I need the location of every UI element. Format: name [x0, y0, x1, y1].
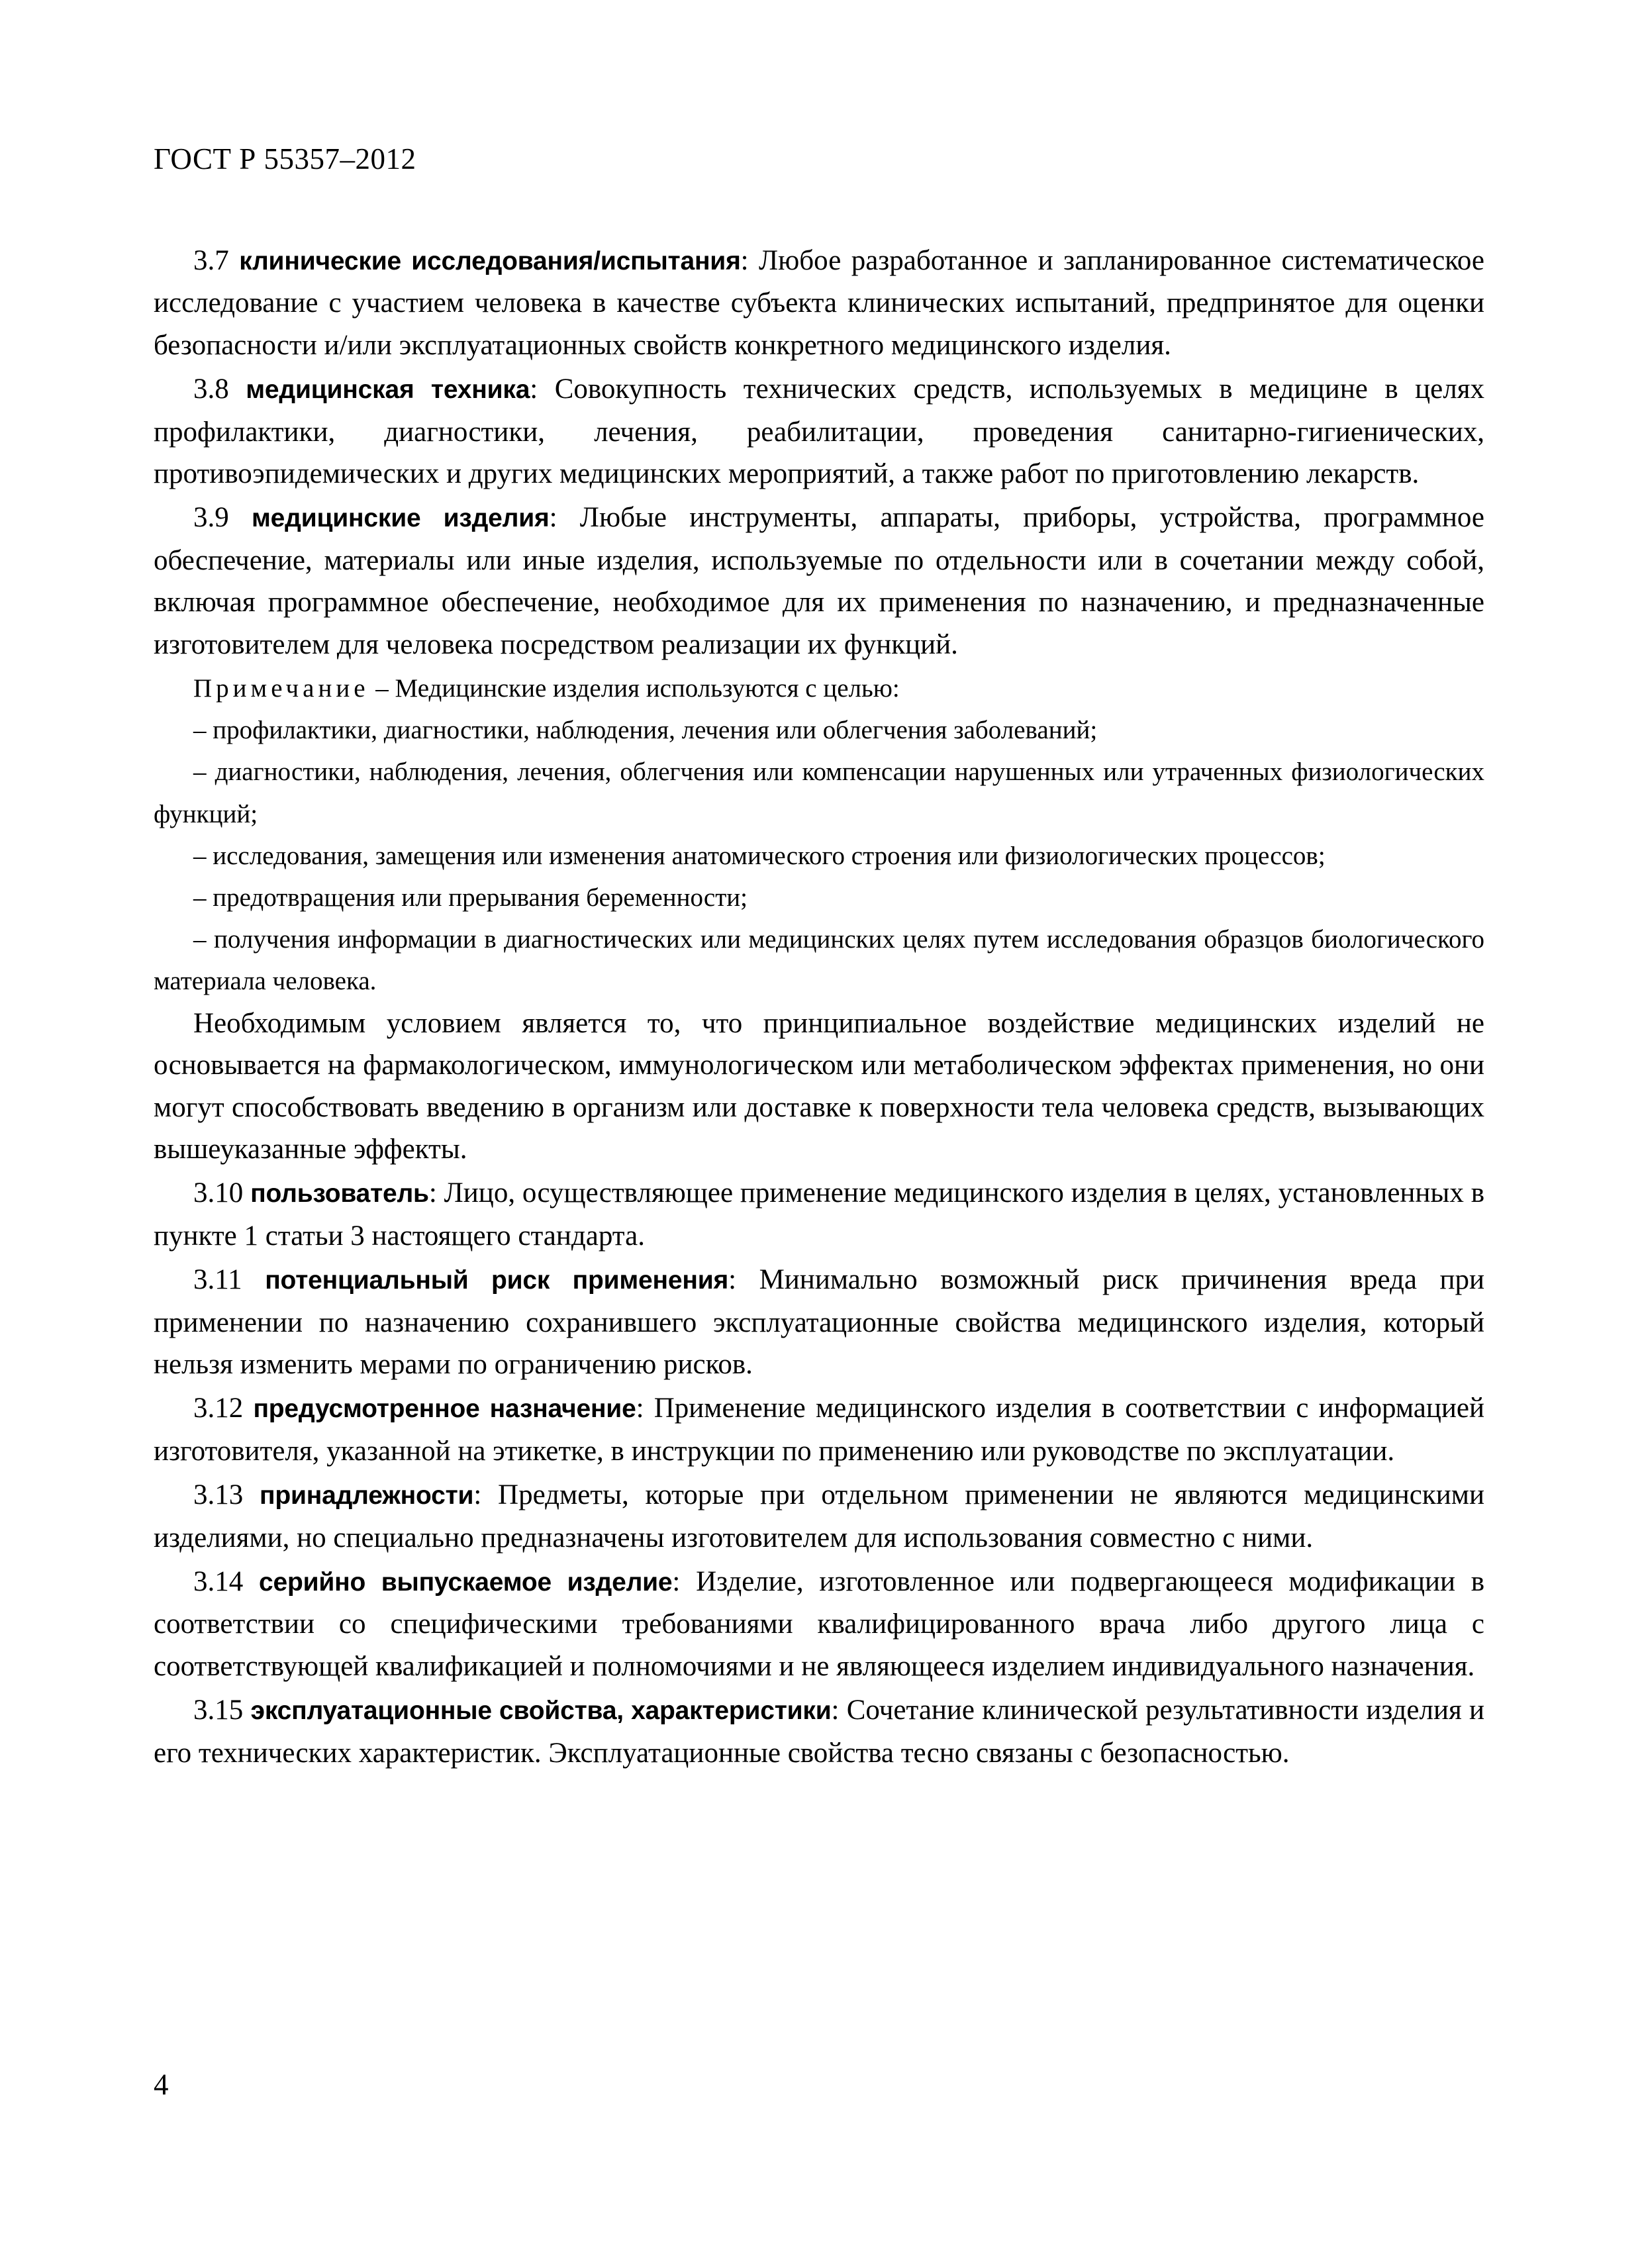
note-intro: – Медицинские изделия используются с целью:: [369, 674, 900, 703]
section-text: : Совокупность технических средств, используемых в медицине в целях профилактики, диагностики, лечения, реабилитации, проведения санитарно-гигиенических, противоэпидемических и других медицинских мероприятий, а также работ по приготовлению лекарств.: [154, 373, 1484, 490]
section-term: медицинская техника: [246, 375, 530, 405]
section-number: 3.10: [193, 1177, 244, 1209]
section-text: : Сочетание клинической результативности изделия и его технических характеристик. Эксплуатационные свойства тесно связаны с безопасностью.: [154, 1695, 1484, 1769]
section-3-7: [154, 240, 1484, 366]
section-term: медицинские изделия: [252, 504, 550, 533]
standard-header: ГОСТ Р 55357–2012: [154, 142, 416, 175]
note-item: – диагностики, наблюдения, лечения, облегчения или компенсации нарушенных или утраченных физиологических функций;: [154, 758, 1484, 828]
section-term: серийно выпускаемое изделие: [258, 1567, 673, 1597]
section-term: принадлежности: [260, 1481, 474, 1510]
section-3-13: [154, 1474, 1484, 1559]
note-item: – получения информации в диагностических или медицинских целях путем исследования образцов биологического материала человека.: [154, 925, 1484, 996]
section-term: пользователь: [250, 1179, 429, 1208]
section-3-14: [154, 1561, 1484, 1687]
section-3-8: [154, 368, 1484, 495]
condition-paragraph: Необходимым условием является то, что принципиальное воздействие медицинских изделий не основывается на фармакологическом, иммунологическом или метаболическом эффектах применения, но они могут способствовать введению в организм или доставке к поверхности тела человека средств, вызывающих вышеуказанные эффекты.: [154, 1007, 1484, 1165]
section-number: 3.11: [193, 1264, 242, 1296]
section-term: потенциальный риск применения: [265, 1266, 729, 1295]
section-3-11: [154, 1259, 1484, 1385]
section-number: 3.8: [193, 373, 229, 405]
section-number: 3.9: [193, 502, 229, 534]
section-text: : Любое разработанное и запланированное систематическое исследование с участием человека в качестве субъекта клинических испытаний, предпринятое для оценки безопасности и/или эксплуатационных свойств конкретного медицинского изделия.: [154, 245, 1484, 361]
section-term: клинические исследования/испытания: [239, 247, 741, 275]
section-text: : Любые инструменты, аппараты, приборы, устройства, программное обеспечение, материалы или иные изделия, используемые по отдельности или в сочетании между собой, включая программное обеспечение, необходимое для их применения по назначению, и предназначенные изготовителем для человека посредством реализации их функций.: [154, 502, 1485, 660]
page-number: 4: [154, 2068, 169, 2101]
section-number: 3.12: [193, 1393, 244, 1424]
section-number: 3.13: [193, 1479, 244, 1511]
section-text: : Предметы, которые при отдельном применении не являются медицинскими изделиями, но специально предназначены изготовителем для использования совместно с ними.: [154, 1479, 1484, 1553]
section-3-15: [154, 1689, 1484, 1774]
section-text: : Применение медицинского изделия в соответствии с информацией изготовителя, указанной на этикетке, в инструкции по применению или руководстве по эксплуатации.: [154, 1393, 1484, 1467]
section-number: 3.7: [193, 245, 229, 276]
note-block: [154, 667, 1484, 1003]
section-text: : Изделие, изготовленное или подвергающееся модификации в соответствии со специфическими требованиями квалифицированного врача либо другого лица с соответствующей квалификацией и полномочиями и не являющееся изделием индивидуального назначения.: [154, 1565, 1485, 1682]
note-item: – профилактики, диагностики, наблюдения, лечения или облегчения заболеваний;: [193, 716, 1098, 745]
section-term: предусмотренное назначение: [253, 1395, 636, 1424]
section-3-9: [154, 497, 1484, 666]
section-3-10: [154, 1172, 1484, 1257]
note-item: – исследования, замещения или изменения анатомического строения или физиологических процессов;: [193, 841, 1326, 870]
section-number: 3.14: [193, 1565, 244, 1597]
section-3-12: [154, 1387, 1484, 1472]
section-text: : Минимально возможный риск причинения вреда при применении по назначению сохранившего эксплуатационные свойства медицинского изделия, который нельзя изменить мерами по ограничению рисков.: [154, 1264, 1485, 1380]
note-item: – предотвращения или прерывания беременности;: [193, 883, 748, 912]
section-term: эксплуатационные свойства, характеристики: [250, 1697, 832, 1726]
section-text: : Лицо, осуществляющее применение медицинского изделия в целях, установленных в пункте 1 статьи 3 настоящего стандарта.: [154, 1177, 1484, 1252]
document-body: [154, 240, 1484, 1776]
note-label: Примечание: [193, 674, 369, 703]
section-number: 3.15: [193, 1695, 244, 1726]
note-heading: [154, 667, 1484, 709]
